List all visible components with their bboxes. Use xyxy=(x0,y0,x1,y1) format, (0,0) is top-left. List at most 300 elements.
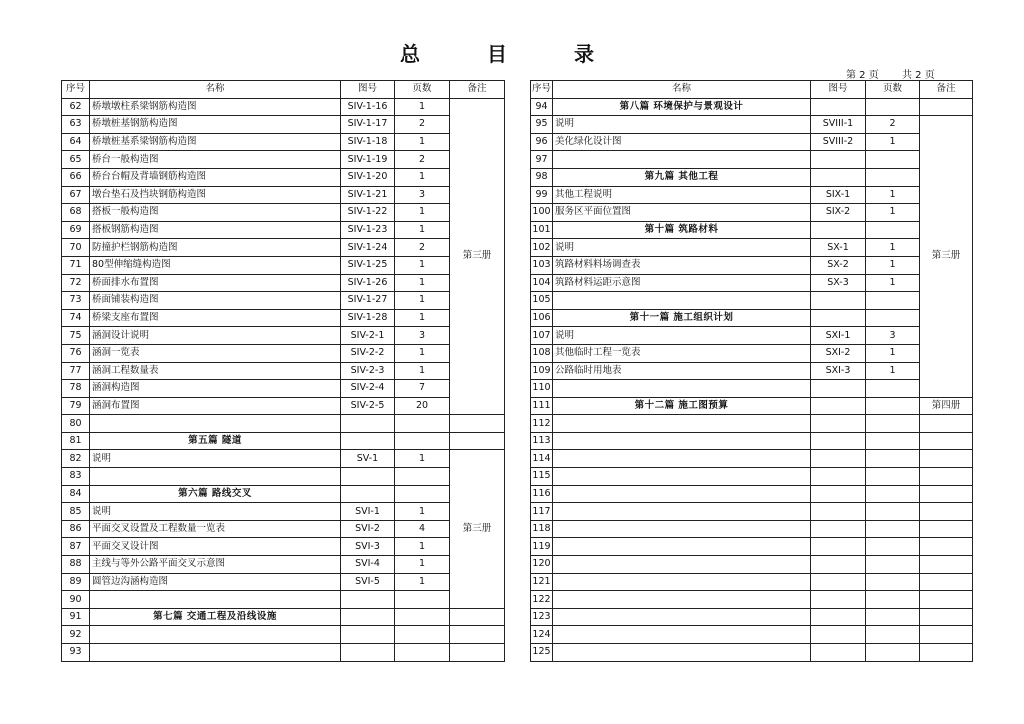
page-count: 1 xyxy=(395,292,450,310)
row-number: 115 xyxy=(531,468,553,486)
drawing-name: 桥台台帽及背墙钢筋构造图 xyxy=(90,168,341,186)
page-count xyxy=(395,644,450,662)
page-count xyxy=(395,591,450,609)
table-row xyxy=(62,327,505,345)
table-row xyxy=(531,644,973,662)
row-number: 64 xyxy=(62,133,90,151)
drawing-code xyxy=(341,415,395,433)
drawing-code: SIV-2-2 xyxy=(341,344,395,362)
table-row xyxy=(62,274,505,292)
drawing-code xyxy=(341,468,395,486)
row-number: 101 xyxy=(531,221,553,239)
drawing-name: 主线与等外公路平面交叉示意图 xyxy=(90,556,341,574)
page-count: 3 xyxy=(395,186,450,204)
page-count xyxy=(866,468,920,486)
row-number: 76 xyxy=(62,344,90,362)
row-number: 111 xyxy=(531,397,553,415)
row-number: 85 xyxy=(62,503,90,521)
table-row xyxy=(62,644,505,662)
note-cell xyxy=(920,98,973,116)
drawing-code xyxy=(811,397,866,415)
drawing-name: 说明 xyxy=(553,327,811,345)
drawing-code xyxy=(341,626,395,644)
note-cell xyxy=(920,608,973,626)
drawing-name: 公路临时用地表 xyxy=(553,362,811,380)
page-count: 1 xyxy=(395,450,450,468)
page-count: 3 xyxy=(866,327,920,345)
drawing-code xyxy=(811,432,866,450)
row-number: 125 xyxy=(531,644,553,662)
row-number: 65 xyxy=(62,151,90,169)
table-row xyxy=(531,556,973,574)
row-number: 98 xyxy=(531,168,553,186)
row-number: 105 xyxy=(531,292,553,310)
drawing-code xyxy=(341,608,395,626)
drawing-name xyxy=(553,485,811,503)
drawing-name: 涵洞一览表 xyxy=(90,344,341,362)
row-number: 90 xyxy=(62,591,90,609)
drawing-code xyxy=(811,450,866,468)
page-count: 1 xyxy=(395,274,450,292)
page-count: 1 xyxy=(395,256,450,274)
table-row xyxy=(531,362,973,380)
drawing-code: SIV-1-17 xyxy=(341,116,395,134)
note-cell xyxy=(920,503,973,521)
drawing-code: SX-3 xyxy=(811,274,866,292)
table-row xyxy=(531,432,973,450)
table-row xyxy=(531,133,973,151)
row-number: 82 xyxy=(62,450,90,468)
drawing-code: SVI-2 xyxy=(341,520,395,538)
volume-note: 第三册 xyxy=(450,450,505,608)
row-number: 113 xyxy=(531,432,553,450)
drawing-code: SVIII-1 xyxy=(811,116,866,134)
drawing-name xyxy=(553,520,811,538)
page-count: 1 xyxy=(395,538,450,556)
drawing-name: 涵洞设计说明 xyxy=(90,327,341,345)
drawing-name xyxy=(90,626,341,644)
drawing-name: 桥台一般构造图 xyxy=(90,151,341,169)
drawing-name: 平面交叉设计图 xyxy=(90,538,341,556)
volume-note: 第三册 xyxy=(450,98,505,415)
row-number: 99 xyxy=(531,186,553,204)
row-number: 87 xyxy=(62,538,90,556)
table-row xyxy=(62,556,505,574)
note-cell xyxy=(450,644,505,662)
table-row xyxy=(531,116,973,134)
page-count: 20 xyxy=(395,397,450,415)
row-number: 92 xyxy=(62,626,90,644)
row-number: 106 xyxy=(531,309,553,327)
page-count xyxy=(866,608,920,626)
page-count xyxy=(866,309,920,327)
drawing-name: 涵洞构造图 xyxy=(90,380,341,398)
table-row xyxy=(531,608,973,626)
page-count: 1 xyxy=(395,168,450,186)
page-title: 总 目 录 xyxy=(400,42,624,66)
header-row xyxy=(531,81,973,99)
page-count: 1 xyxy=(866,256,920,274)
drawing-code: SXI-2 xyxy=(811,344,866,362)
row-number: 93 xyxy=(62,644,90,662)
row-number: 81 xyxy=(62,432,90,450)
note-cell xyxy=(920,485,973,503)
drawing-code: SXI-1 xyxy=(811,327,866,345)
header-note: 备注 xyxy=(450,81,505,99)
page-count xyxy=(395,468,450,486)
page-total: 共 2 页 xyxy=(902,70,935,81)
table-row xyxy=(62,362,505,380)
table-row xyxy=(531,292,973,310)
table-row xyxy=(531,380,973,398)
table-row xyxy=(62,186,505,204)
drawing-code: SIV-2-5 xyxy=(341,397,395,415)
note-cell xyxy=(450,415,505,433)
page-count xyxy=(866,503,920,521)
table-row xyxy=(62,573,505,591)
table-row xyxy=(531,468,973,486)
table-row xyxy=(531,591,973,609)
drawing-name xyxy=(90,591,341,609)
drawing-name: 筑路材料运距示意图 xyxy=(553,274,811,292)
drawing-name: 80型伸缩缝构造图 xyxy=(90,256,341,274)
row-number: 120 xyxy=(531,556,553,574)
note-cell xyxy=(450,626,505,644)
table-row xyxy=(62,292,505,310)
drawing-name: 桥墩桩基钢筋构造图 xyxy=(90,116,341,134)
drawing-name: 搭板钢筋构造图 xyxy=(90,221,341,239)
drawing-name xyxy=(553,608,811,626)
drawing-code: SIV-1-19 xyxy=(341,151,395,169)
drawing-code: SIX-2 xyxy=(811,204,866,222)
drawing-name: 说明 xyxy=(90,503,341,521)
toc-table-right xyxy=(530,80,973,662)
table-row xyxy=(62,503,505,521)
section-row xyxy=(62,432,505,450)
drawing-name: 桥墩墩柱系梁钢筋构造图 xyxy=(90,98,341,116)
drawing-name: 其他工程说明 xyxy=(553,186,811,204)
drawing-code: SIV-1-24 xyxy=(341,239,395,257)
table-row xyxy=(531,239,973,257)
drawing-code: SIV-1-22 xyxy=(341,204,395,222)
page-count: 1 xyxy=(395,221,450,239)
note-cell xyxy=(920,432,973,450)
note-cell xyxy=(920,556,973,574)
drawing-code xyxy=(811,573,866,591)
drawing-name: 其他临时工程一览表 xyxy=(553,344,811,362)
row-number: 124 xyxy=(531,626,553,644)
drawing-name: 筑路材料料场调查表 xyxy=(553,256,811,274)
page-count xyxy=(866,485,920,503)
row-number: 70 xyxy=(62,239,90,257)
drawing-code xyxy=(811,415,866,433)
drawing-code: SIV-1-25 xyxy=(341,256,395,274)
drawing-name xyxy=(553,503,811,521)
drawing-code: SIV-1-21 xyxy=(341,186,395,204)
table-row xyxy=(531,573,973,591)
page-count: 2 xyxy=(395,116,450,134)
row-number: 84 xyxy=(62,485,90,503)
drawing-code xyxy=(811,626,866,644)
page-count xyxy=(866,520,920,538)
toc-table-left xyxy=(61,80,505,662)
drawing-name xyxy=(553,292,811,310)
row-number: 83 xyxy=(62,468,90,486)
section-title: 第七篇 交通工程及沿线设施 xyxy=(90,608,341,626)
header-note: 备注 xyxy=(920,81,973,99)
volume-note: 第四册 xyxy=(920,397,973,415)
drawing-code xyxy=(341,485,395,503)
section-title: 第十二篇 施工图预算 xyxy=(553,397,811,415)
table-row xyxy=(62,168,505,186)
drawing-code: SX-1 xyxy=(811,239,866,257)
drawing-code: SIV-2-1 xyxy=(341,327,395,345)
drawing-name: 圆管边沟涵构造图 xyxy=(90,573,341,591)
page-count: 1 xyxy=(866,239,920,257)
drawing-name xyxy=(90,644,341,662)
drawing-code xyxy=(811,485,866,503)
drawing-name: 搭板一般构造图 xyxy=(90,204,341,222)
drawing-code: SVI-5 xyxy=(341,573,395,591)
page-count xyxy=(395,608,450,626)
table-row xyxy=(62,538,505,556)
page-count: 1 xyxy=(395,204,450,222)
section-title: 第十一篇 施工组织计划 xyxy=(553,309,811,327)
volume-note: 第三册 xyxy=(920,116,973,398)
table-row xyxy=(531,186,973,204)
row-number: 88 xyxy=(62,556,90,574)
drawing-name xyxy=(553,538,811,556)
drawing-code: SIV-1-28 xyxy=(341,309,395,327)
drawing-code: SVI-1 xyxy=(341,503,395,521)
row-number: 102 xyxy=(531,239,553,257)
note-cell xyxy=(920,520,973,538)
page-count: 1 xyxy=(395,556,450,574)
section-row xyxy=(531,397,973,415)
table-row xyxy=(62,397,505,415)
page-count xyxy=(866,432,920,450)
page-count xyxy=(866,98,920,116)
row-number: 67 xyxy=(62,186,90,204)
header-pages: 页数 xyxy=(395,81,450,99)
row-number: 114 xyxy=(531,450,553,468)
drawing-name: 涵洞布置图 xyxy=(90,397,341,415)
row-number: 78 xyxy=(62,380,90,398)
section-title: 第九篇 其他工程 xyxy=(553,168,811,186)
row-number: 63 xyxy=(62,116,90,134)
table-row xyxy=(62,116,505,134)
row-number: 62 xyxy=(62,98,90,116)
table-row xyxy=(531,415,973,433)
note-cell xyxy=(920,644,973,662)
drawing-name: 说明 xyxy=(553,116,811,134)
table-row xyxy=(531,485,973,503)
drawing-code xyxy=(811,538,866,556)
page-count xyxy=(866,556,920,574)
drawing-code: SIX-1 xyxy=(811,186,866,204)
note-cell xyxy=(450,608,505,626)
row-number: 119 xyxy=(531,538,553,556)
drawing-code: SIV-1-16 xyxy=(341,98,395,116)
row-number: 75 xyxy=(62,327,90,345)
drawing-code xyxy=(811,168,866,186)
table-row xyxy=(62,591,505,609)
note-cell xyxy=(920,538,973,556)
row-number: 71 xyxy=(62,256,90,274)
table-row xyxy=(531,327,973,345)
row-number: 68 xyxy=(62,204,90,222)
drawing-code xyxy=(811,591,866,609)
row-number: 79 xyxy=(62,397,90,415)
drawing-name: 防撞护栏钢筋构造图 xyxy=(90,239,341,257)
row-number: 94 xyxy=(531,98,553,116)
drawing-name: 桥面排水布置图 xyxy=(90,274,341,292)
row-number: 122 xyxy=(531,591,553,609)
section-row xyxy=(531,98,973,116)
page-count xyxy=(866,573,920,591)
table-row xyxy=(531,538,973,556)
drawing-code: SV-1 xyxy=(341,450,395,468)
drawing-code xyxy=(811,151,866,169)
row-number: 112 xyxy=(531,415,553,433)
drawing-code xyxy=(811,292,866,310)
page-count xyxy=(395,415,450,433)
table-row xyxy=(531,450,973,468)
table-row xyxy=(62,450,505,468)
row-number: 91 xyxy=(62,608,90,626)
page-count xyxy=(866,626,920,644)
table-row xyxy=(62,133,505,151)
table-row xyxy=(62,468,505,486)
row-number: 66 xyxy=(62,168,90,186)
row-number: 95 xyxy=(531,116,553,134)
page-count: 2 xyxy=(395,239,450,257)
table-row xyxy=(62,151,505,169)
row-number: 107 xyxy=(531,327,553,345)
page-number: 第 2 页 xyxy=(846,70,879,81)
drawing-code: SIV-2-4 xyxy=(341,380,395,398)
header-pages: 页数 xyxy=(866,81,920,99)
table-row xyxy=(531,274,973,292)
drawing-code xyxy=(811,503,866,521)
page-count xyxy=(395,626,450,644)
drawing-name: 说明 xyxy=(553,239,811,257)
drawing-code xyxy=(811,608,866,626)
note-cell xyxy=(920,573,973,591)
table-row xyxy=(62,98,505,116)
table-row xyxy=(62,221,505,239)
drawing-name: 涵洞工程数量表 xyxy=(90,362,341,380)
page-count: 2 xyxy=(866,116,920,134)
section-row xyxy=(531,309,973,327)
section-title: 第八篇 环境保护与景观设计 xyxy=(553,98,811,116)
drawing-code: SIV-1-18 xyxy=(341,133,395,151)
page-count xyxy=(866,380,920,398)
drawing-name xyxy=(553,380,811,398)
page-count: 3 xyxy=(395,327,450,345)
row-number: 72 xyxy=(62,274,90,292)
table-row xyxy=(62,344,505,362)
page-count: 1 xyxy=(866,344,920,362)
row-number: 80 xyxy=(62,415,90,433)
row-number: 73 xyxy=(62,292,90,310)
page-count: 1 xyxy=(866,274,920,292)
row-number: 116 xyxy=(531,485,553,503)
drawing-name: 美化绿化设计图 xyxy=(553,133,811,151)
drawing-name: 桥墩桩基系梁钢筋构造图 xyxy=(90,133,341,151)
section-row xyxy=(531,221,973,239)
page-count: 1 xyxy=(866,204,920,222)
drawing-code xyxy=(341,591,395,609)
row-number: 96 xyxy=(531,133,553,151)
page-count: 1 xyxy=(395,573,450,591)
page-count xyxy=(395,432,450,450)
page-count: 2 xyxy=(395,151,450,169)
drawing-name xyxy=(553,450,811,468)
header-row xyxy=(62,81,505,99)
note-cell xyxy=(920,626,973,644)
table-row xyxy=(62,380,505,398)
page-count: 7 xyxy=(395,380,450,398)
page-count xyxy=(866,644,920,662)
row-number: 110 xyxy=(531,380,553,398)
table-row xyxy=(62,239,505,257)
section-row xyxy=(531,168,973,186)
page-count xyxy=(866,168,920,186)
drawing-code xyxy=(811,556,866,574)
table-row xyxy=(531,503,973,521)
drawing-name xyxy=(553,432,811,450)
page-count: 1 xyxy=(866,133,920,151)
header-name: 名称 xyxy=(553,81,811,99)
table-row xyxy=(531,520,973,538)
table-row xyxy=(62,309,505,327)
page-count: 1 xyxy=(395,362,450,380)
drawing-code xyxy=(811,520,866,538)
page-count: 1 xyxy=(395,309,450,327)
table-row xyxy=(62,415,505,433)
drawing-name xyxy=(553,556,811,574)
table-row xyxy=(62,626,505,644)
section-title: 第五篇 隧道 xyxy=(90,432,341,450)
header-code: 图号 xyxy=(811,81,866,99)
page-count: 1 xyxy=(395,503,450,521)
drawing-name: 桥面铺装构造图 xyxy=(90,292,341,310)
page-count: 1 xyxy=(395,344,450,362)
drawing-name: 说明 xyxy=(90,450,341,468)
section-row xyxy=(62,485,505,503)
drawing-name xyxy=(90,468,341,486)
note-cell xyxy=(920,591,973,609)
row-number: 97 xyxy=(531,151,553,169)
note-cell xyxy=(450,432,505,450)
drawing-code xyxy=(811,468,866,486)
drawing-code: SXI-3 xyxy=(811,362,866,380)
row-number: 123 xyxy=(531,608,553,626)
page-count: 1 xyxy=(866,186,920,204)
drawing-name xyxy=(553,573,811,591)
drawing-code: SIV-1-20 xyxy=(341,168,395,186)
row-number: 104 xyxy=(531,274,553,292)
drawing-name xyxy=(553,591,811,609)
drawing-name xyxy=(553,468,811,486)
page-count: 4 xyxy=(395,520,450,538)
drawing-code xyxy=(811,98,866,116)
row-number: 77 xyxy=(62,362,90,380)
row-number: 69 xyxy=(62,221,90,239)
section-title: 第六篇 路线交叉 xyxy=(90,485,341,503)
drawing-code: SIV-1-23 xyxy=(341,221,395,239)
